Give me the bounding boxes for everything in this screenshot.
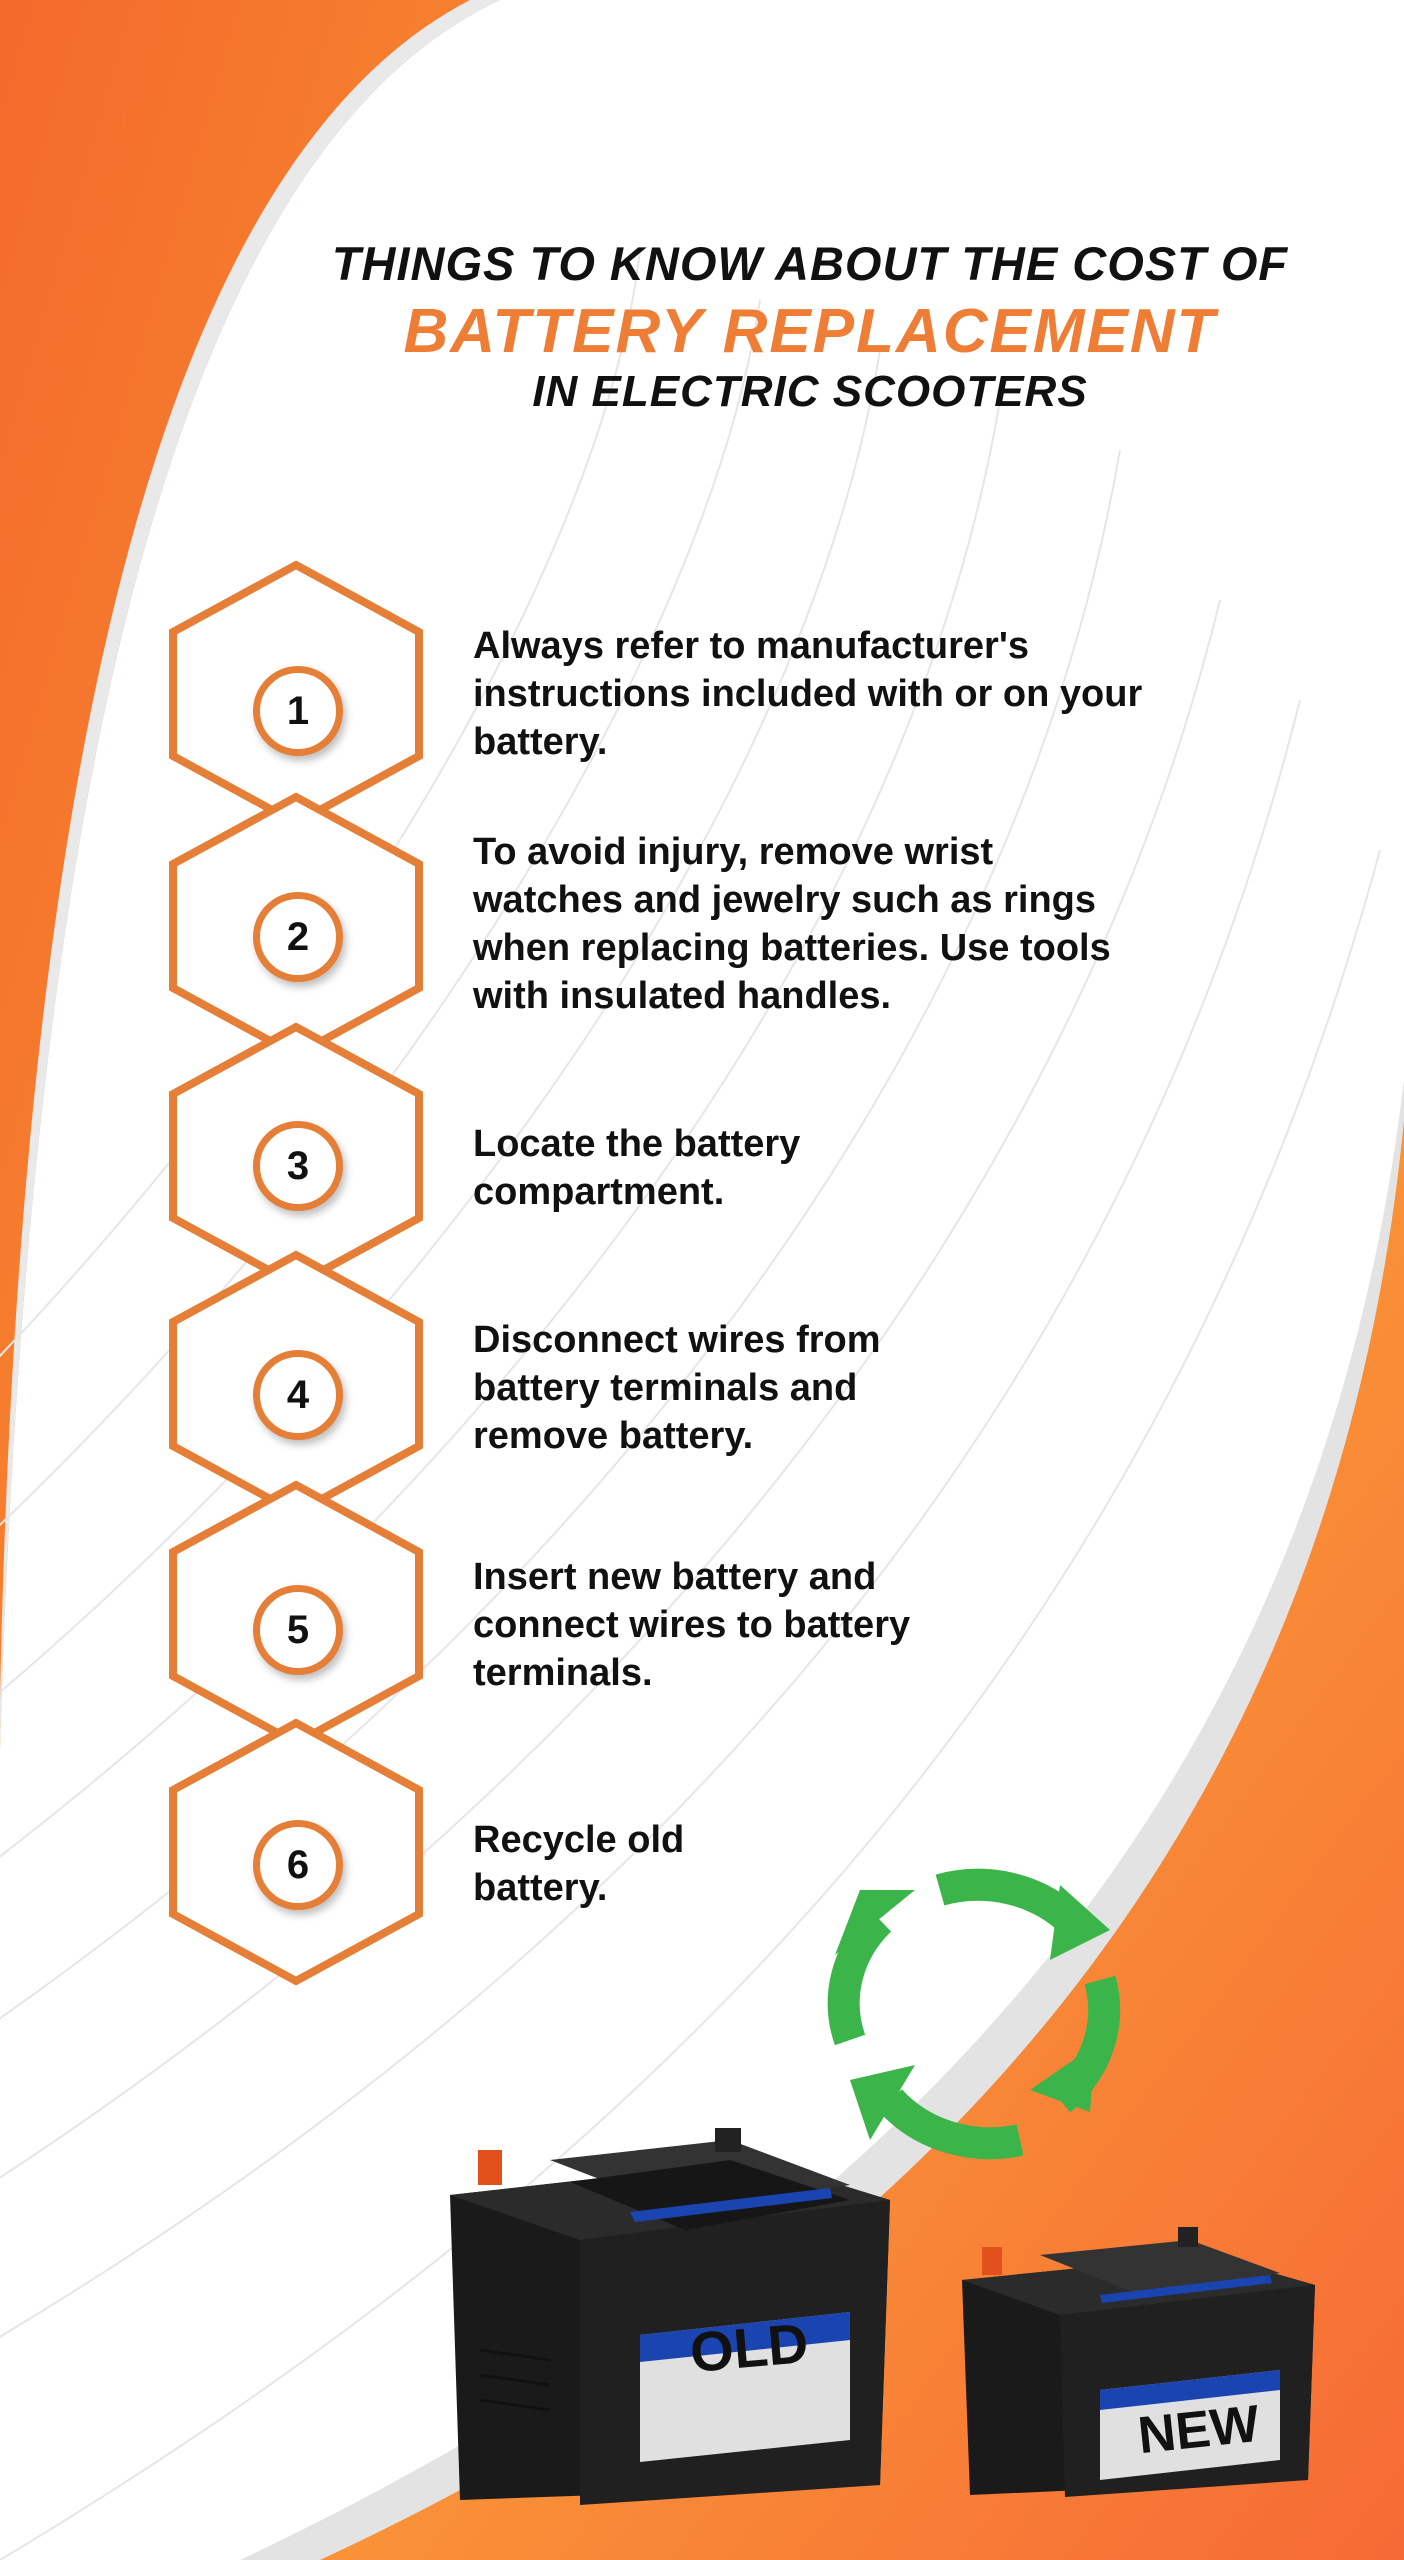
step-text-4: Disconnect wires from battery terminals and remove battery. — [473, 1319, 881, 1457]
step-text-5: Insert new battery and connect wires to battery terminals. — [473, 1556, 911, 1694]
new-battery-image — [950, 2215, 1320, 2505]
old-battery-label: OLD — [687, 2310, 811, 2385]
step-text-1: Always refer to manufacturer's instructions included with or on your battery. — [473, 625, 1143, 763]
new-battery-label: NEW — [1135, 2394, 1263, 2466]
step-number-5: 5 — [253, 1585, 343, 1675]
step-text-6: Recycle old battery. — [473, 1819, 685, 1909]
step-number-3: 3 — [253, 1121, 343, 1211]
step-number-2: 2 — [253, 892, 343, 982]
step-number-1: 1 — [253, 666, 343, 756]
step-text-2: To avoid injury, remove wrist watches and jewelry such as rings when replacing batteries. Use tools with insulated handles. — [473, 831, 1111, 1017]
old-battery-image — [430, 2100, 900, 2520]
step-text-3: Locate the battery compartment. — [473, 1123, 801, 1213]
title-highlight: BATTERY REPLACEMENT — [403, 297, 1217, 366]
step-number-6: 6 — [253, 1820, 343, 1910]
step-number-4: 4 — [253, 1350, 343, 1440]
title-line-1: THINGS TO KNOW ABOUT THE COST OF — [331, 237, 1289, 290]
title-line-3: IN ELECTRIC SCOOTERS — [532, 367, 1088, 416]
